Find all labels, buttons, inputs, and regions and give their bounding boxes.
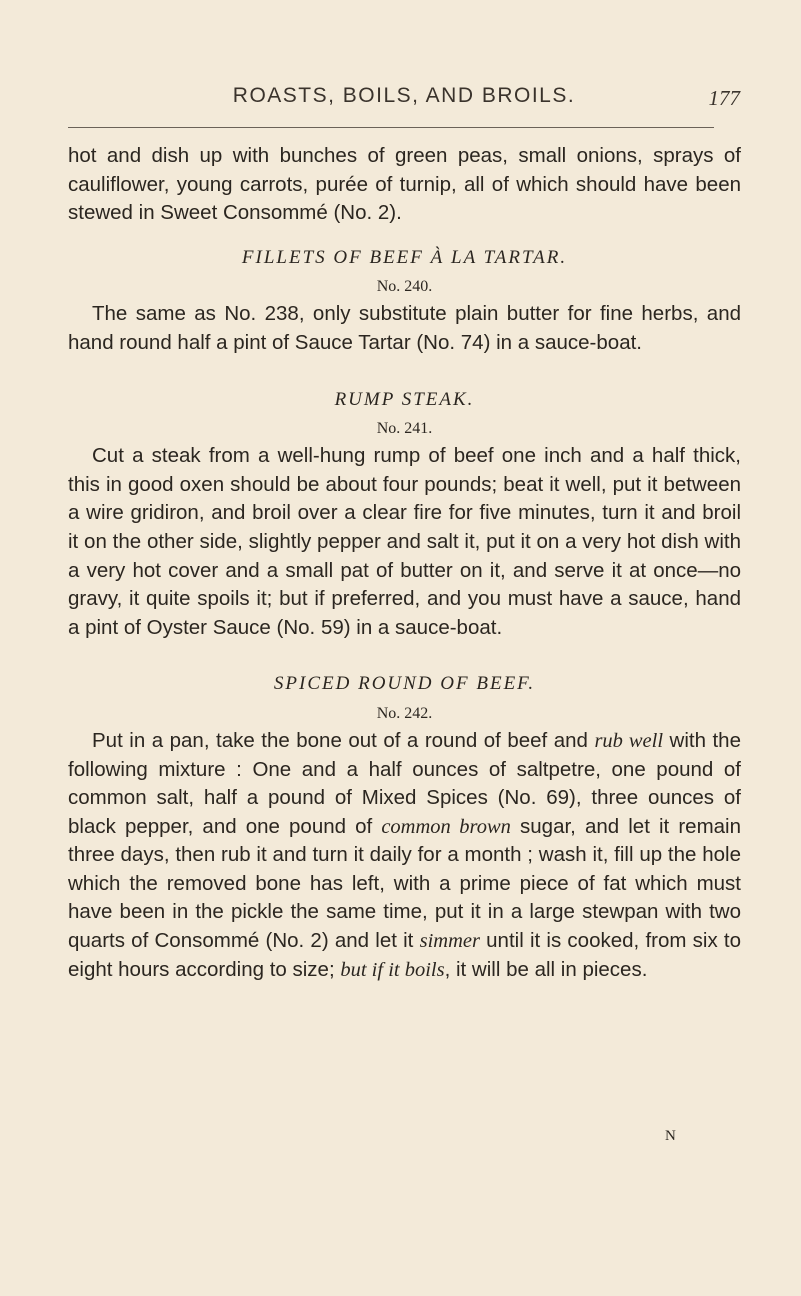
intro-paragraph: hot and dish up with bunches of green peas, small onions, sprays of cauliflower, young carrots, purée of turnip, all of which should have been stewed in Sweet Consommé (No. 2). [68,144,741,225]
recipe-title: SPICED ROUND OF BEEF. [273,673,536,695]
header-rule [68,127,714,128]
running-head [68,84,740,118]
recipe-title: RUMP STEAK. [334,388,475,410]
text-run: with the following mixture : One and a half ounces of saltpetre, one pound of common salt, half a pound of Mixed Spices (No. 69), three ounces of black pepper, and one pound of [68,728,741,838]
emphasis: common brown [381,815,511,838]
emphasis: rub well [594,729,664,752]
text-run: , it will be all in pieces. [444,957,648,981]
recipe-title: FILLETS OF BEEF À LA TARTAR. [241,246,568,268]
recipe-number: No. 240. [376,278,433,296]
signature-mark: N [665,1128,676,1144]
running-title: ROASTS, BOILS, AND BROILS. [232,84,576,107]
recipe-body [68,727,741,984]
page-number: 177 [708,86,740,110]
text-run: until it is cooked, from six to eight hours according to size; [68,929,741,981]
text-run: Put in a pan, take the bone out of a round of beef and [92,728,595,752]
text-run: sugar, and let it remain three days, then rub it and turn it daily for a month ; wash it, fill up the hole which the removed bone has left, with a prime piece of fat which must have been in the pickle the same time, put it in a large stewpan with two quarts of Consommé (No. 2) and let it [68,814,741,953]
emphasis: simmer [419,930,480,953]
page-body [68,142,741,984]
recipe-body: The same as No. 238, only substitute plain butter for fine herbs, and hand round half a pint of Sauce Tartar (No. 74) in a sauce-boat. [68,302,741,354]
emphasis: but if it boils [340,958,445,981]
recipe-number: No. 242. [376,704,433,722]
recipe-body: Cut a steak from a well-hung rump of beef one inch and a half thick, this in good oxen should be about four pounds; beat it well, put it between a wire gridiron, and broil over a clear fire for five minutes, turn it and broil it on the other side, slightly pepper and salt it, put it on a very hot dish with a very hot cover and a small pat of butter on it, and serve it at once—no gravy, it quite spoils it; but if preferred, and you must have a sauce, hand a pint of Oyster Sauce (No. 59) in a sauce-boat. [68,444,741,639]
recipe-number: No. 241. [376,420,433,438]
